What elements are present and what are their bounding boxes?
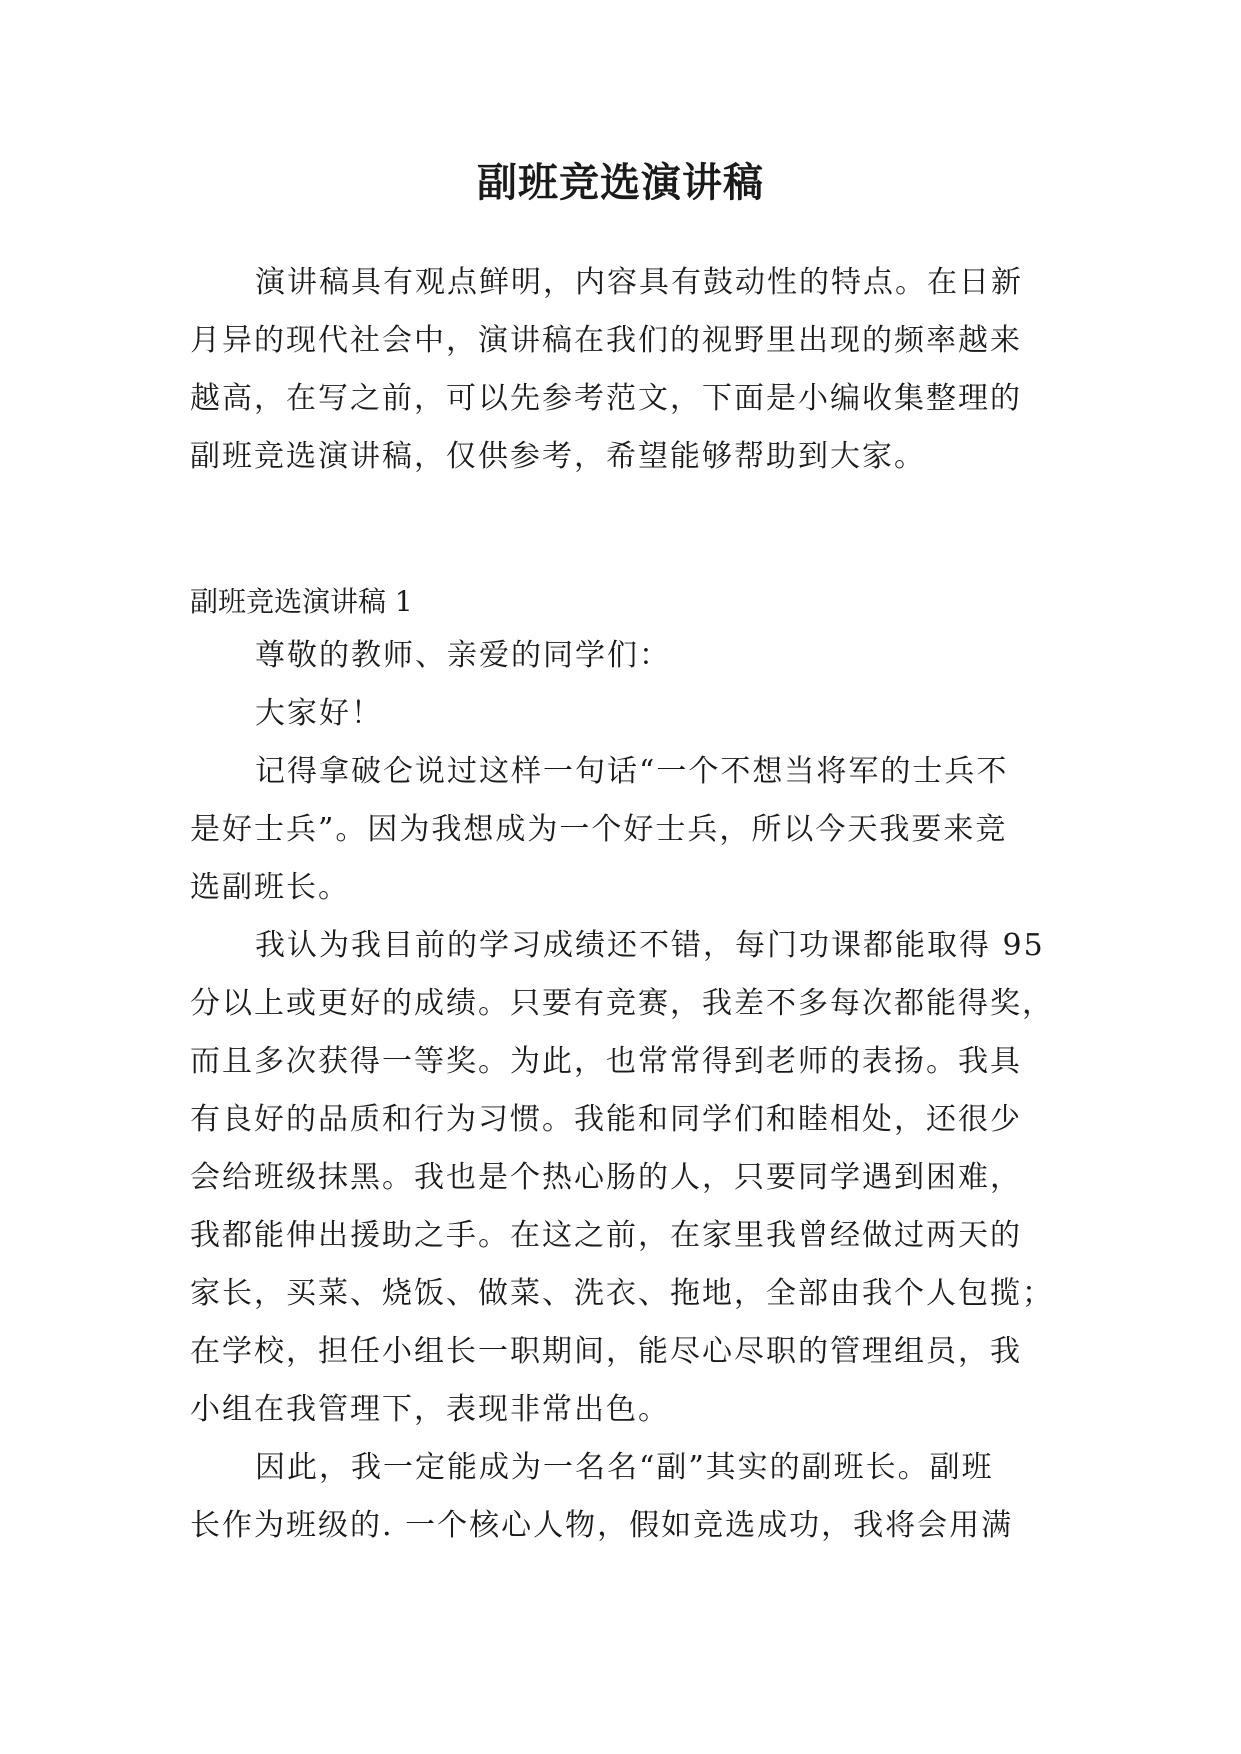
paragraph-line: 有良好的品质和行为习惯。我能和同学们和睦相处，还很少 — [190, 1102, 1022, 1137]
paragraph-line: 我认为我目前的学习成绩还不错，每门功课都能取得 95 — [255, 928, 1045, 963]
paragraph-line: 选副班长。 — [190, 870, 350, 905]
greeting: 大家好！ — [255, 696, 383, 731]
paragraph-line: 我都能伸出援助之手。在这之前，在家里我曾经做过两天的 — [190, 1218, 1022, 1253]
intro-paragraph — [190, 254, 1060, 486]
intro-line: 演讲稿具有观点鲜明，内容具有鼓动性的特点。在日新 — [255, 265, 1023, 300]
paragraph-line: 分以上或更好的成绩。只要有竞赛，我差不多每次都能得奖， — [190, 986, 1054, 1021]
intro-line: 副班竞选演讲稿，仅供参考，希望能够帮助到大家。 — [190, 439, 926, 474]
paragraph-line: 家长，买菜、烧饭、做菜、洗衣、拖地，全部由我个人包揽； — [190, 1276, 1054, 1311]
paragraph-line: 是好士兵”。因为我想成为一个好士兵，所以今天我要来竞 — [190, 812, 1008, 847]
intro-line: 越高，在写之前，可以先参考范文，下面是小编收集整理的 — [190, 381, 1022, 416]
intro-line: 月异的现代社会中，演讲稿在我们的视野里出现的频率越来 — [190, 323, 1022, 358]
document-title: 副班竞选演讲稿 — [477, 159, 764, 206]
paragraph-line: 小组在我管理下，表现非常出色。 — [190, 1392, 670, 1427]
paragraph-line: 而且多次获得一等奖。为此，也常常得到老师的表扬。我具 — [190, 1044, 1022, 1079]
salutation: 尊敬的教师、亲爱的同学们： — [255, 638, 671, 673]
paragraph-line: 记得拿破仑说过这样一句话“一个不想当将军的士兵不 — [255, 754, 1009, 789]
speech-body — [190, 627, 1060, 1555]
paragraph-line: 长作为班级的. 一个核心人物，假如竞选成功，我将会用满 — [190, 1508, 1014, 1543]
paragraph-line: 在学校，担任小组长一职期间，能尽心尽职的管理组员，我 — [190, 1334, 1022, 1369]
paragraph-line: 会给班级抹黑。我也是个热心肠的人，只要同学遇到困难， — [190, 1160, 1022, 1195]
paragraph-line: 因此，我一定能成为一名名“副”其实的副班长。副班 — [255, 1450, 994, 1485]
section-heading: 副班竞选演讲稿 1 — [190, 585, 413, 618]
